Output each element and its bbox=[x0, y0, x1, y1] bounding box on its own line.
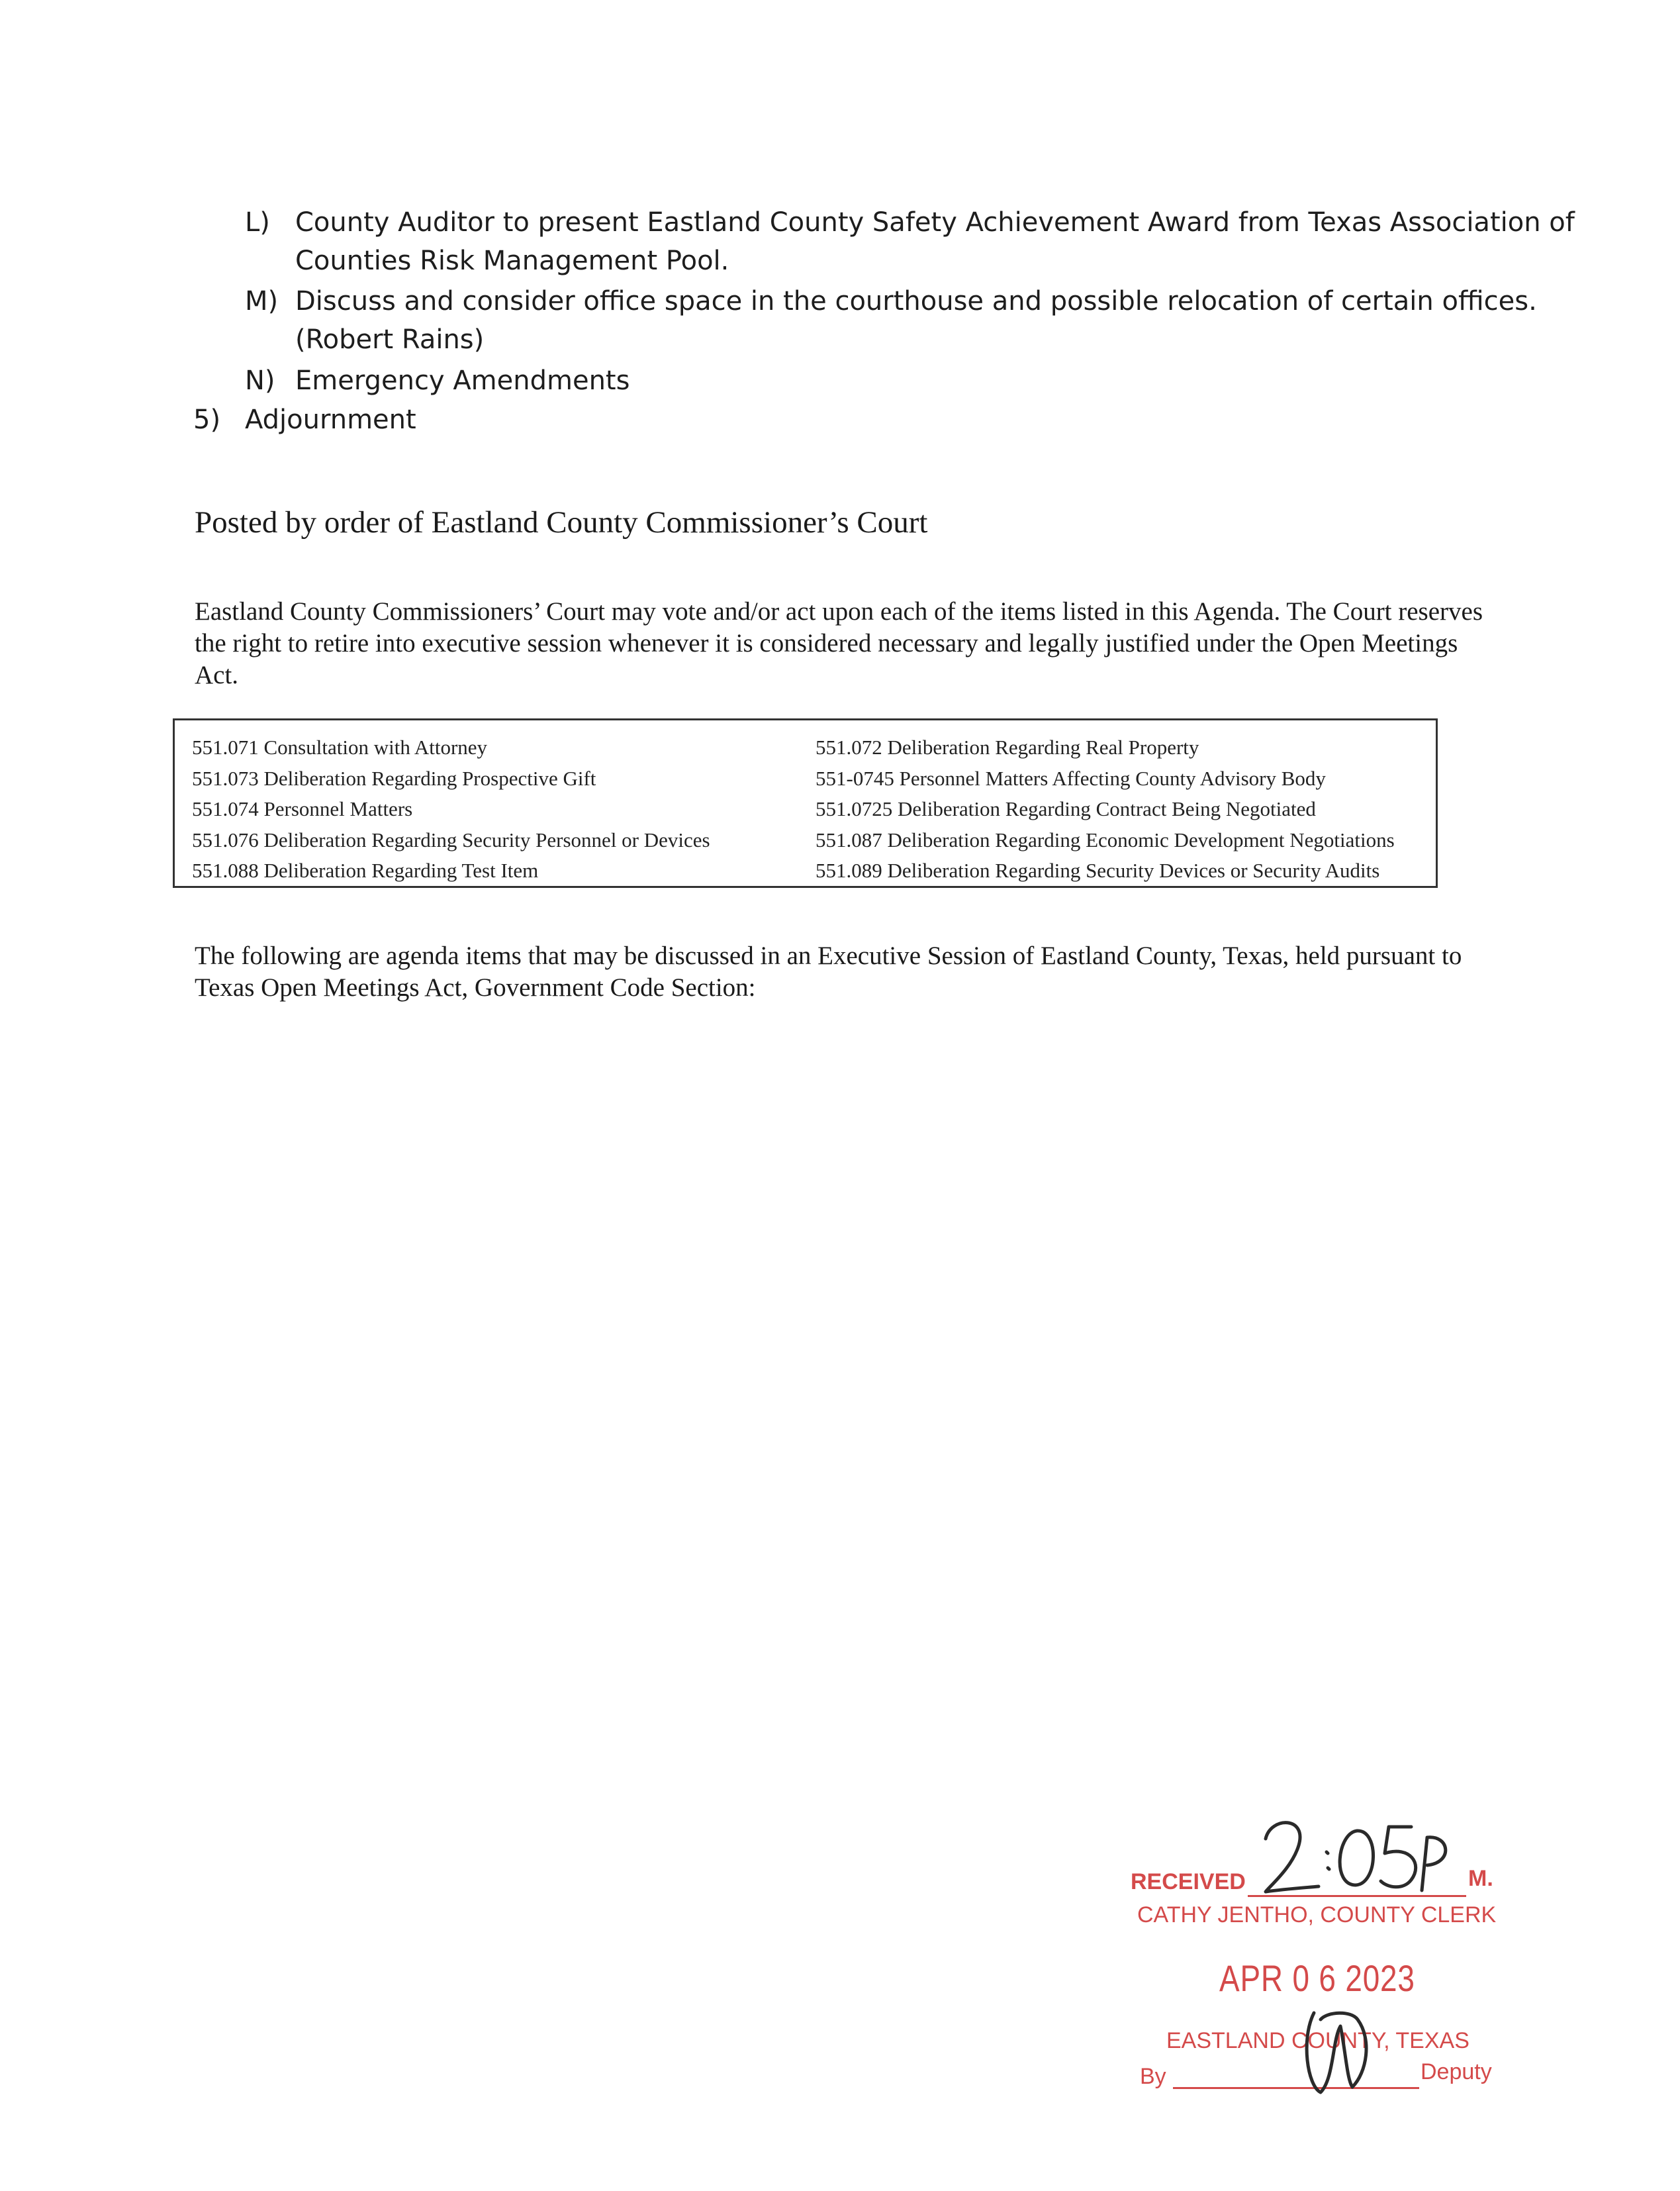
code-table-cell: 551.087 Deliberation Regarding Economic Development Negotiations bbox=[816, 828, 1395, 852]
code-table-cell: 551.088 Deliberation Regarding Test Item bbox=[192, 859, 539, 882]
stamp-clerk-line: CATHY JENTHO, COUNTY CLERK bbox=[1137, 1902, 1497, 1927]
agenda-item-text: Emergency Amendments bbox=[295, 365, 630, 396]
executive-session-paragraph: The following are agenda items that may be discussed in an Executive Session of Eastland County, Texas, held pursuant to Texas Open Meetings Act, Government Code Section: bbox=[195, 942, 1462, 1002]
agenda-item-n bbox=[245, 362, 1503, 400]
handwritten-deputy-initials bbox=[1294, 2000, 1380, 2099]
stamp-county-line: EASTLAND COUNTY, TEXAS bbox=[1166, 2028, 1470, 2053]
agenda-item-marker: N) bbox=[245, 365, 275, 396]
court-paragraph: Eastland County Commissioners’ Court may vote and/or act upon each of the items listed in this Agenda. The Court reserves the right to retire into executive session whenever it is considered necessary and legally justified under the Open Meetings Act. bbox=[195, 597, 1483, 689]
agenda-item-text-line2: Counties Risk Management Pool. bbox=[295, 246, 729, 276]
stamp-m-suffix: M. bbox=[1468, 1866, 1493, 1891]
code-table-cell: 551.0725 Deliberation Regarding Contract Being Negotiated bbox=[816, 797, 1316, 820]
agenda-item-m bbox=[245, 282, 1537, 359]
agenda-item-l bbox=[245, 203, 1575, 280]
code-table-cell: 551-0745 Personnel Matters Affecting County Advisory Body bbox=[816, 766, 1326, 790]
stamp-deputy-label: Deputy bbox=[1421, 2059, 1492, 2084]
government-code-table bbox=[173, 718, 1438, 888]
agenda-item-text-line2: (Robert Rains) bbox=[295, 324, 485, 355]
code-table-cell: 551.076 Deliberation Regarding Security Personnel or Devices bbox=[192, 828, 710, 852]
code-table-cell: 551.089 Deliberation Regarding Security Devices or Security Audits bbox=[816, 859, 1380, 882]
code-table-cell: 551.074 Personnel Matters bbox=[192, 797, 413, 820]
code-table-right-column bbox=[816, 732, 1395, 887]
agenda-item-text-line1: Discuss and consider office space in the courthouse and possible relocation of certain offices. bbox=[295, 286, 1537, 316]
stamp-date: APR 0 6 2023 bbox=[1219, 1957, 1415, 1999]
code-table-left-column bbox=[192, 732, 710, 887]
code-table-cell: 551.073 Deliberation Regarding Prospective Gift bbox=[192, 766, 596, 790]
agenda-item-marker: L) bbox=[245, 207, 270, 238]
code-table-cell: 551.072 Deliberation Regarding Real Property bbox=[816, 736, 1199, 759]
agenda-item-text-line1: County Auditor to present Eastland County Safety Achievement Award from Texas Association of bbox=[295, 207, 1575, 238]
agenda-item-5 bbox=[193, 401, 1451, 439]
agenda-item-marker: 5) bbox=[193, 405, 221, 435]
stamp-by-label: By bbox=[1140, 2064, 1166, 2089]
agenda-item-marker: M) bbox=[245, 286, 279, 316]
posted-heading: Posted by order of Eastland County Commissioner’s Court bbox=[195, 505, 928, 540]
stamp-received-label: RECEIVED bbox=[1131, 1869, 1246, 1894]
handwritten-time-signature bbox=[1258, 1811, 1456, 1910]
code-table-cell: 551.071 Consultation with Attorney bbox=[192, 736, 488, 759]
agenda-item-text: Adjournment bbox=[245, 405, 416, 435]
